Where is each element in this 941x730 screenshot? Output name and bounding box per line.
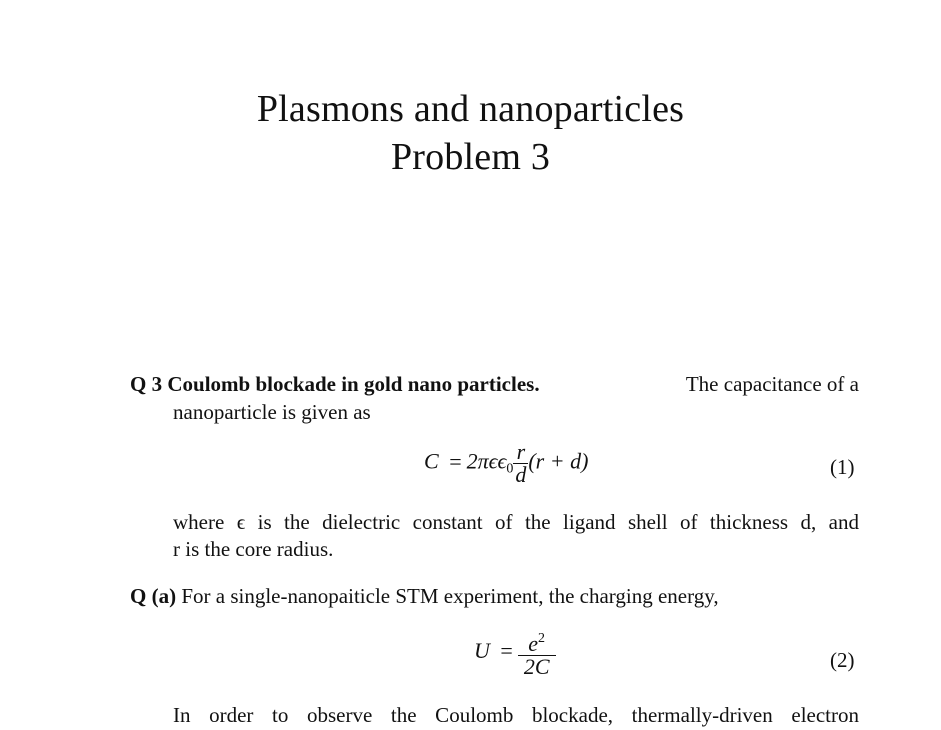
qa-continuation: In order to observe the Coulomb blockade, thermally-driven electron	[173, 703, 859, 727]
eq2-frac-num: e	[528, 631, 539, 656]
equation-1	[424, 441, 588, 486]
q3-where-line2: r is the core radius.	[173, 537, 334, 561]
equation-1-number: (1)	[830, 455, 855, 479]
q3-intro-line2: nanoparticle is given as	[173, 400, 371, 424]
eq2-fraction	[518, 628, 556, 678]
q3-heading-line	[130, 371, 859, 397]
qa-line	[130, 583, 719, 609]
qa-label: Q (a)	[130, 584, 177, 608]
eq2-lhs: U	[474, 638, 490, 664]
eq1-equals: =	[449, 448, 462, 474]
qa-text: For a single-nanopaiticle STM experiment, the charging energy,	[181, 584, 719, 608]
eq1-fraction	[513, 441, 528, 486]
page-subtitle: Problem 3	[390, 136, 551, 178]
page-title: Plasmons and nanoparticles	[256, 88, 685, 130]
eq1-prefix: 2πϵϵ	[466, 448, 507, 474]
eq1-subscript: 0	[506, 461, 514, 477]
eq1-lhs: C	[424, 448, 439, 474]
q3-label: Q 3	[130, 372, 163, 396]
eq1-frac-num: r	[513, 441, 528, 464]
equation-2-number: (2)	[830, 648, 855, 672]
q3-heading: Coulomb blockade in gold nano particles.	[167, 372, 540, 396]
eq2-equals: =	[500, 638, 513, 664]
eq2-frac-num-sup: 2	[538, 631, 546, 646]
eq1-frac-den: d	[515, 462, 527, 487]
q3-where-line1: where ϵ is the dielectric constant of the ligand shell of thickness d, and	[173, 510, 859, 534]
eq1-suffix: (r + d)	[528, 448, 589, 474]
eq2-frac-den: 2C	[523, 654, 550, 679]
q3-intro: The capacitance of a	[685, 372, 859, 396]
equation-2	[474, 628, 556, 678]
